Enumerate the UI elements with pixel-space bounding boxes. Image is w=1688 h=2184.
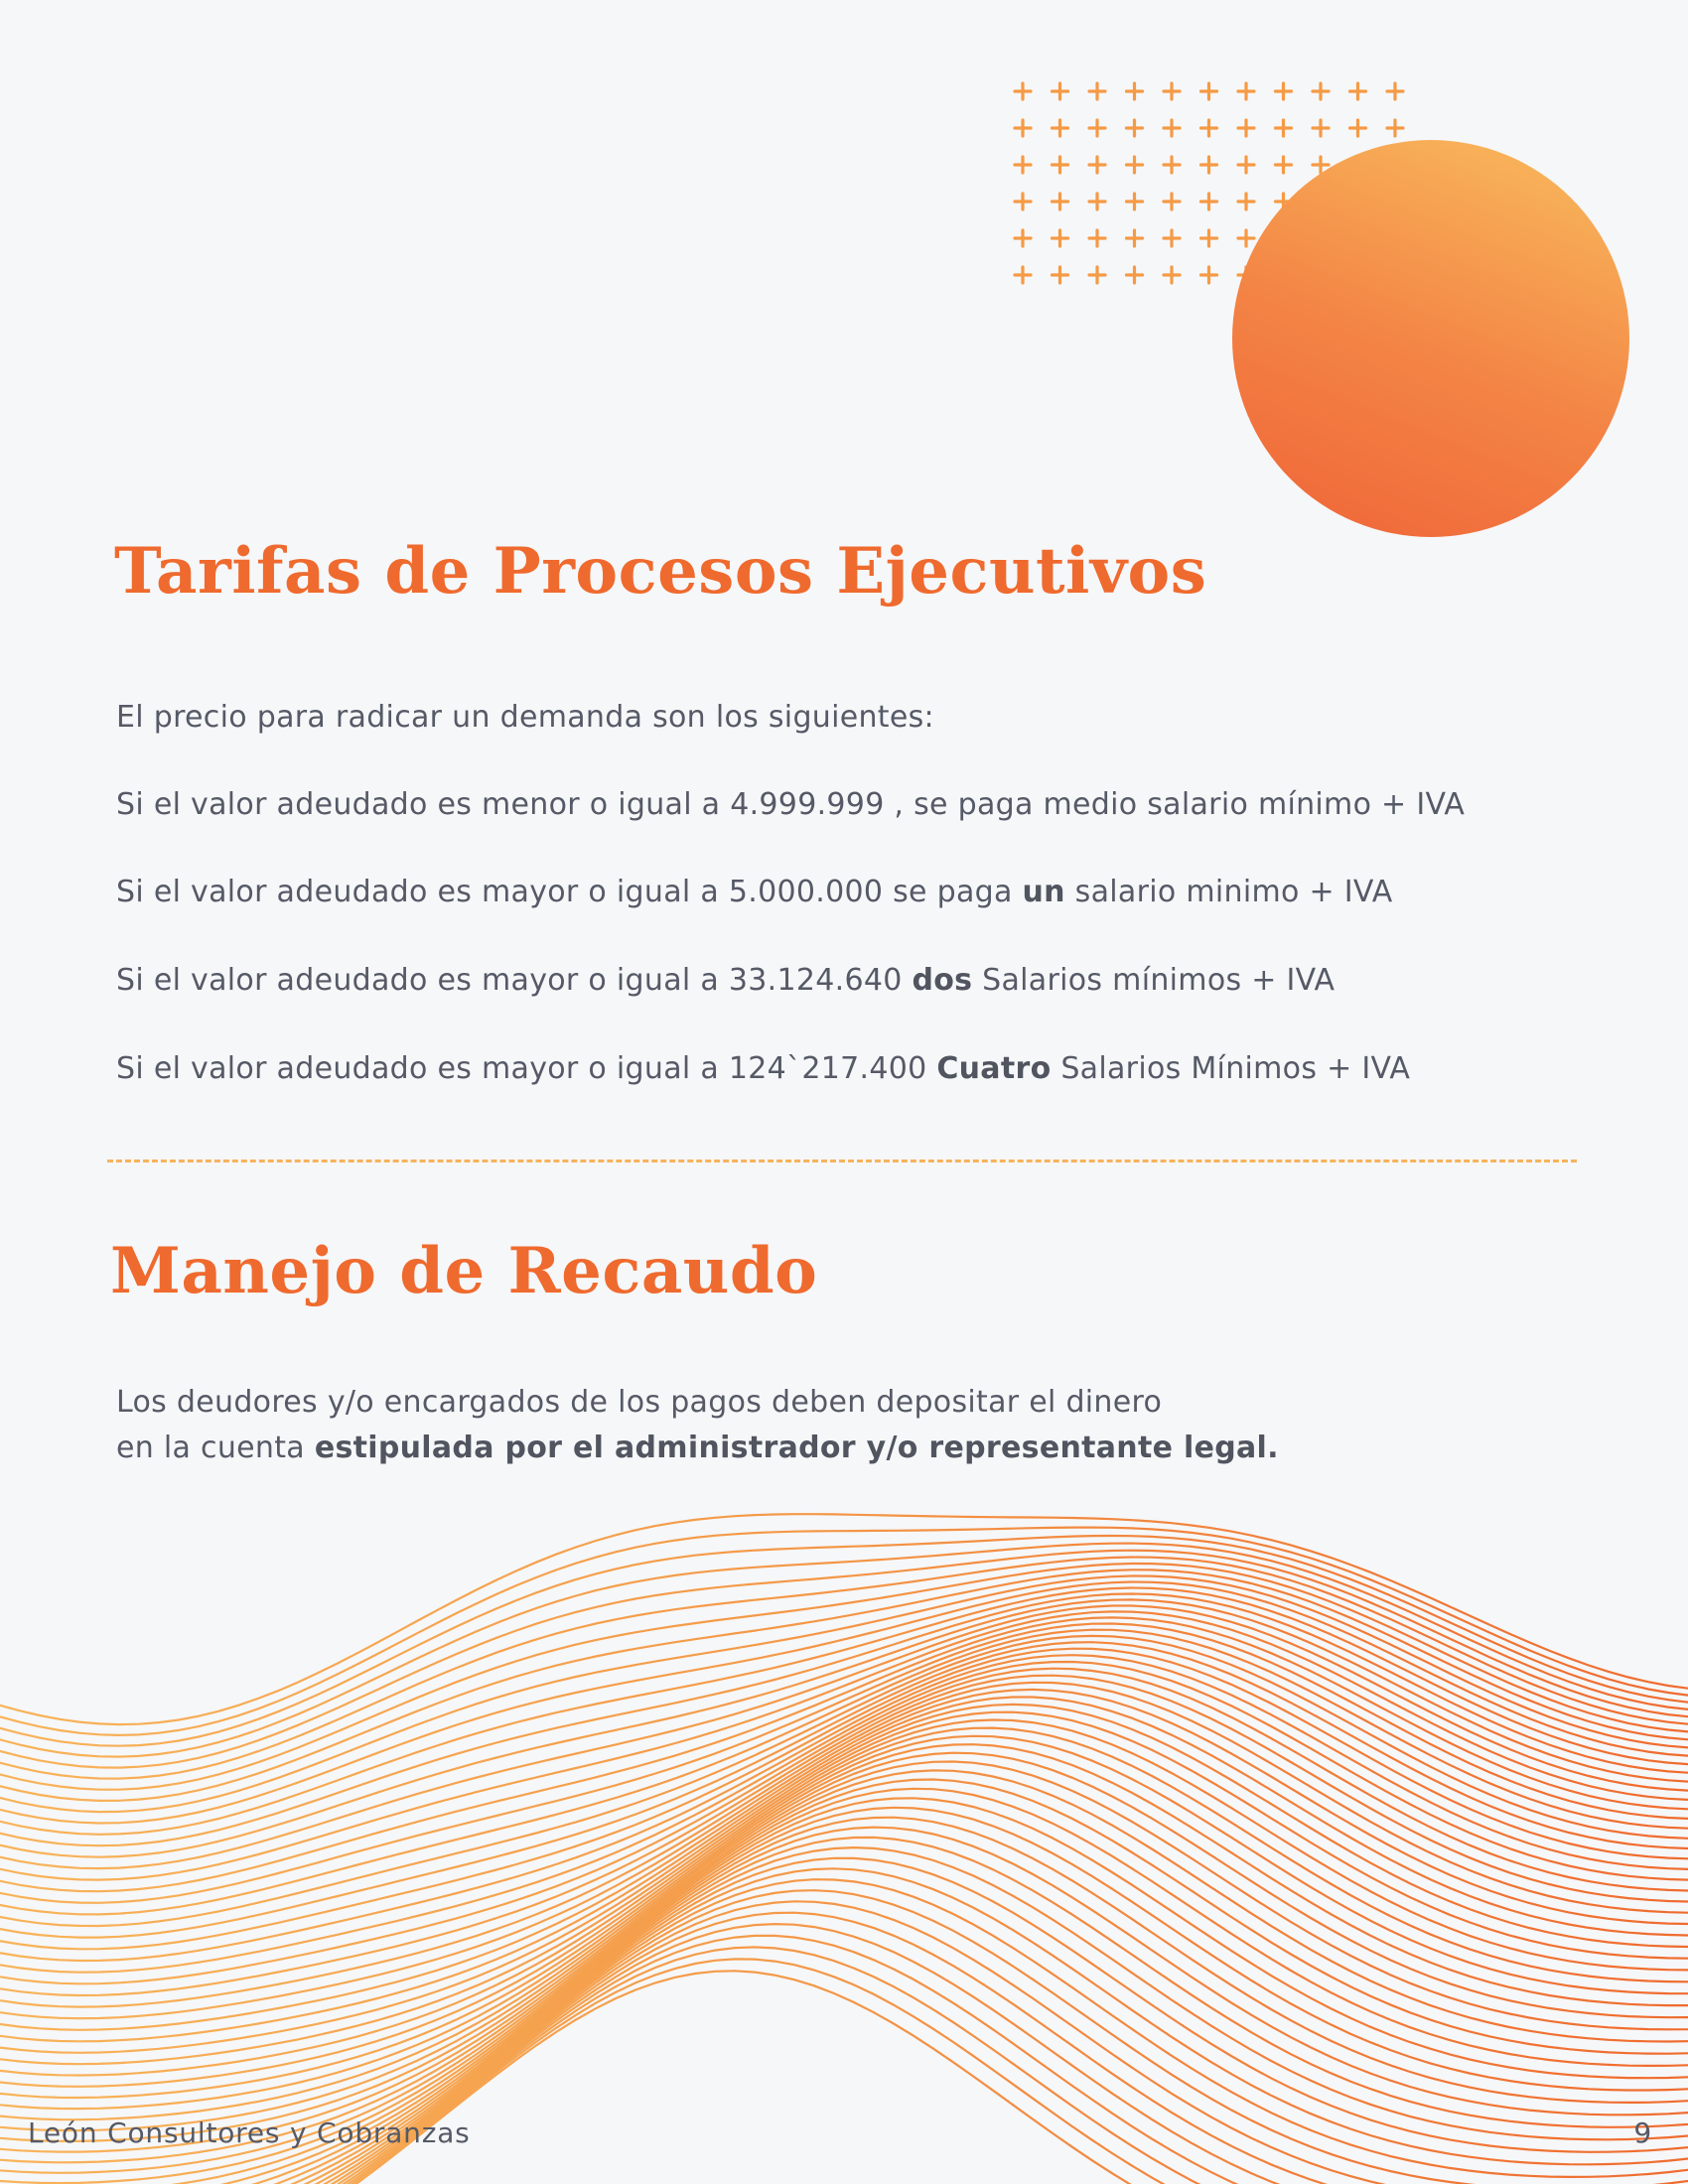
tarifa-rule-3 — [116, 959, 1335, 1003]
rule-2-tail: salario minimo + IVA — [1064, 875, 1393, 909]
rule-2-emphasis: un — [1022, 875, 1065, 909]
page-number: 9 — [1633, 2116, 1652, 2149]
recaudo-text-line-1: Los deudores y/o encargados de los pagos deben depositar el dinero — [116, 1385, 1163, 1420]
rule-4-text: Si el valor adeudado es mayor o igual a 124`217.400 — [116, 1051, 937, 1086]
section-title-recaudo: Manejo de Recaudo — [110, 1234, 818, 1308]
rule-2-text: Si el valor adeudado es mayor o igual a 5.000.000 se paga — [116, 875, 1023, 909]
tarifa-rule-4 — [116, 1047, 1410, 1091]
tarifa-rule-1 — [116, 783, 1465, 827]
rule-1-text: Si el valor adeudado es menor o igual a 4.999.999 , se paga medio salario mínimo + IVA — [116, 787, 1466, 822]
footer-company-name: León Consultores y Cobranzas — [28, 2116, 471, 2149]
rule-4-tail: Salarios Mínimos + IVA — [1051, 1051, 1411, 1086]
recaudo-line-2-text: en la cuenta — [116, 1431, 315, 1465]
rule-3-text: Si el valor adeudado es mayor o igual a 33.124.640 — [116, 963, 913, 998]
tarifa-rule-2 — [116, 871, 1393, 914]
rule-4-emphasis: Cuatro — [936, 1051, 1052, 1086]
tarifas-intro: El precio para radicar un demanda son los siguientes: — [116, 700, 934, 735]
section-title-tarifas: Tarifas de Procesos Ejecutivos — [114, 534, 1207, 609]
gradient-circle-icon — [1229, 137, 1632, 540]
wave-lines-icon — [0, 1479, 1688, 2184]
recaudo-text-line-2 — [116, 1427, 1279, 1470]
rule-3-emphasis: dos — [912, 963, 973, 998]
recaudo-emphasis: estipulada por el administrador y/o representante legal. — [314, 1431, 1279, 1465]
dashed-divider — [107, 1160, 1577, 1162]
rule-3-tail: Salarios mínimos + IVA — [972, 963, 1336, 998]
